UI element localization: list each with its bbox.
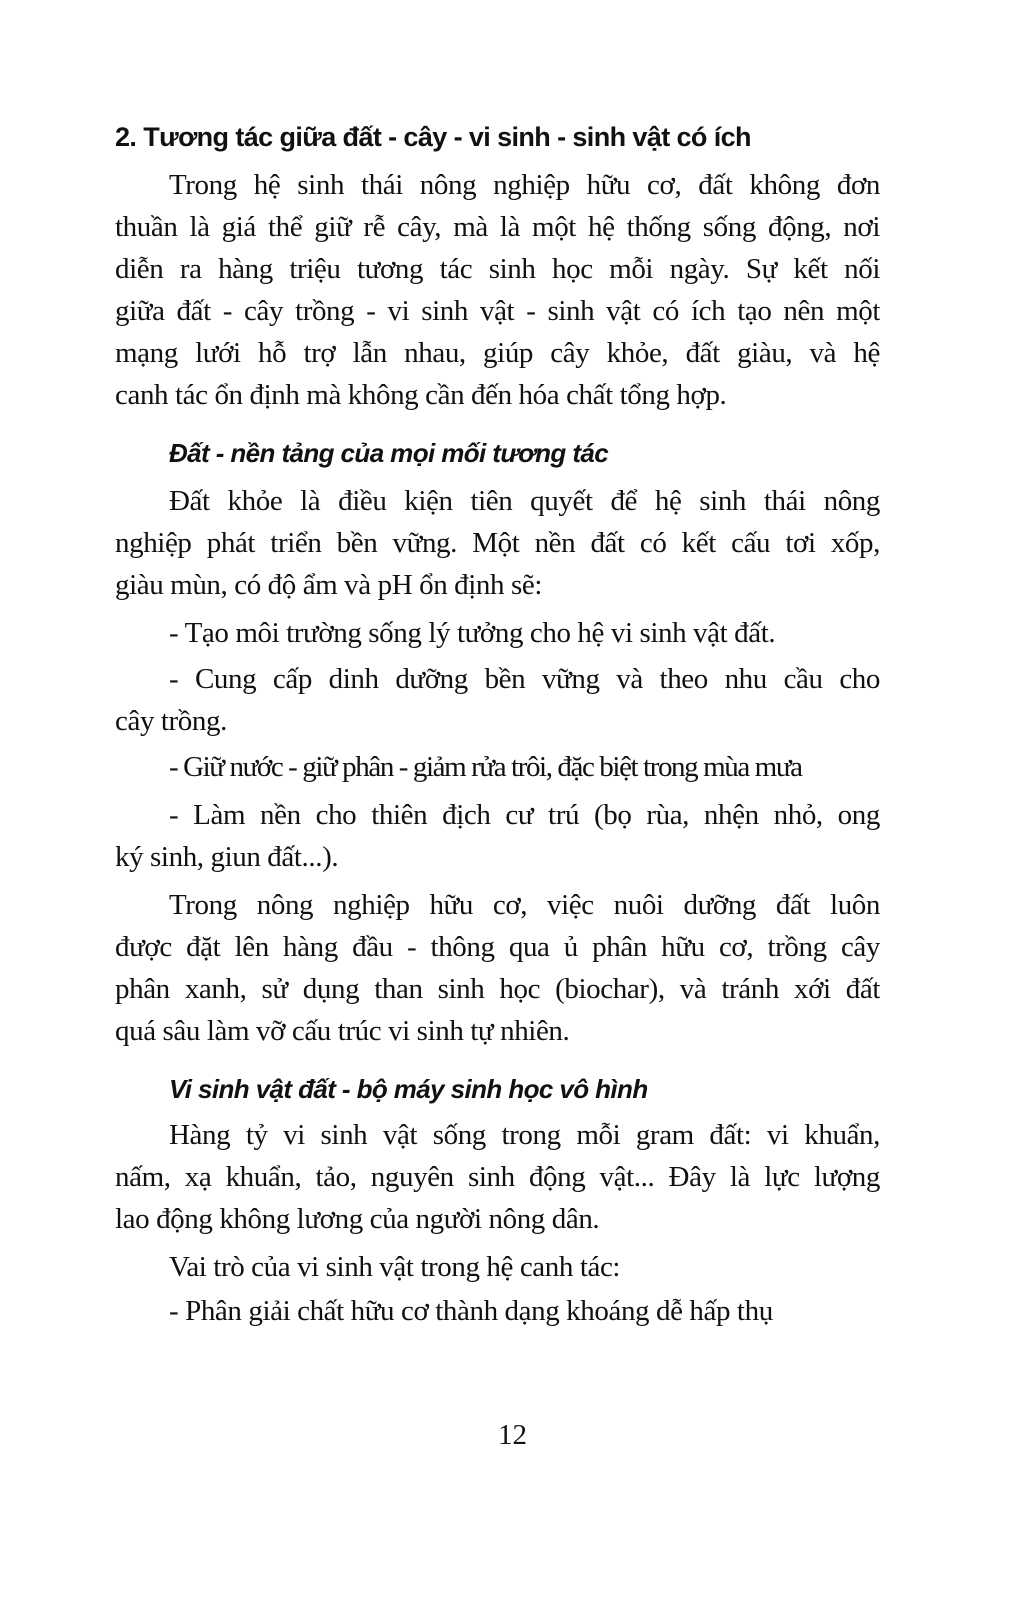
soil-para-line: nghiệp phát triển bền vững. Một nền đất có kết cấu tơi xốp, (115, 527, 880, 559)
soil-bullet: - Làm nền cho thiên địch cư trú (bọ rùa, nhện nhỏ, ong (169, 799, 880, 831)
microbes-para-line: Hàng tỷ vi sinh vật sống trong mỗi gram đất: vi khuẩn, (169, 1119, 880, 1151)
intro-line: diễn ra hàng triệu tương tác sinh học mỗi ngày. Sự kết nối (115, 253, 880, 285)
subsection-heading-microbes: Vi sinh vật đất - bộ máy sinh học vô hình (169, 1074, 648, 1104)
soil-bullet: - Giữ nước - giữ phân - giảm rửa trôi, đặc biệt trong mùa mưa (169, 751, 802, 783)
soil-closing-line: Trong nông nghiệp hữu cơ, việc nuôi dưỡng đất luôn (169, 889, 880, 921)
subsection-heading-soil: Đất - nền tảng của mọi mối tương tác (169, 438, 609, 468)
intro-line: giữa đất - cây trồng - vi sinh vật - sinh vật có ích tạo nên một (115, 295, 880, 327)
intro-line: thuần là giá thể giữ rễ cây, mà là một hệ thống sống động, nơi (115, 211, 880, 243)
microbes-roles-intro: Vai trò của vi sinh vật trong hệ canh tác: (169, 1251, 621, 1283)
microbes-para-line: lao động không lương của người nông dân. (115, 1203, 600, 1235)
page-number: 12 (498, 1419, 527, 1451)
soil-bullet-continuation: ký sinh, giun đất...). (115, 841, 339, 873)
microbes-para-line: nấm, xạ khuẩn, tảo, nguyên sinh động vật... Đây là lực lượng (115, 1161, 880, 1193)
soil-closing-line: được đặt lên hàng đầu - thông qua ủ phân hữu cơ, trồng cây (115, 931, 880, 963)
soil-para-line: Đất khỏe là điều kiện tiên quyết để hệ sinh thái nông (169, 485, 880, 517)
soil-bullet: - Cung cấp dinh dưỡng bền vững và theo nhu cầu cho (169, 663, 880, 695)
section-heading: 2. Tương tác giữa đất - cây - vi sinh - sinh vật có ích (115, 122, 751, 152)
soil-bullet: - Tạo môi trường sống lý tưởng cho hệ vi sinh vật đất. (169, 617, 776, 649)
microbes-role-bullet: - Phân giải chất hữu cơ thành dạng khoáng dễ hấp thụ (169, 1295, 773, 1327)
soil-closing-line: quá sâu làm vỡ cấu trúc vi sinh tự nhiên. (115, 1015, 570, 1047)
intro-line: canh tác ổn định mà không cần đến hóa chất tổng hợp. (115, 379, 727, 411)
intro-line: mạng lưới hỗ trợ lẫn nhau, giúp cây khỏe, đất giàu, và hệ (115, 337, 880, 369)
soil-closing-line: phân xanh, sử dụng than sinh học (biochar), và tránh xới đất (115, 973, 880, 1005)
soil-bullet-continuation: cây trồng. (115, 705, 227, 737)
soil-para-line: giàu mùn, có độ ẩm và pH ổn định sẽ: (115, 569, 542, 601)
intro-line: Trong hệ sinh thái nông nghiệp hữu cơ, đất không đơn (169, 169, 880, 201)
